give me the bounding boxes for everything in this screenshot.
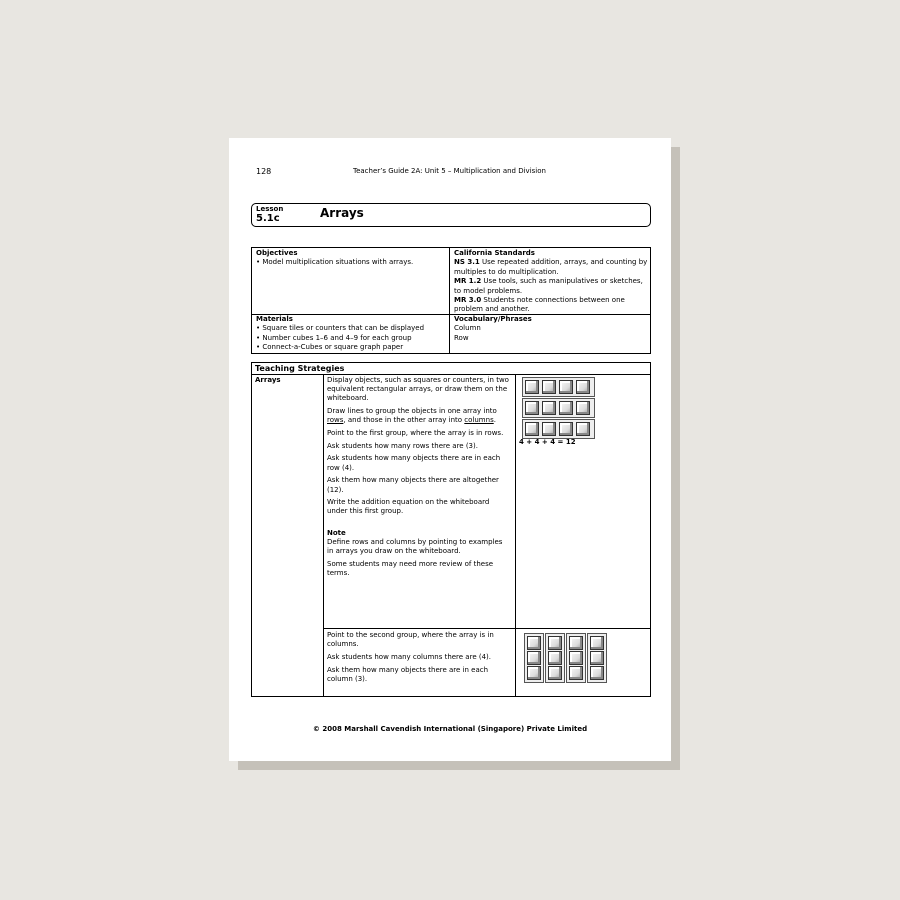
vocabulary-item: Row: [454, 333, 469, 342]
topic-label: Arrays: [255, 376, 281, 384]
step-text: Point to the second group, where the array is in columns.: [327, 631, 494, 649]
objectives-heading: Objectives: [256, 249, 298, 257]
standard-item: MR 3.0 Students note connections between one problem and another.: [454, 296, 625, 314]
guide-title: Teacher’s Guide 2A: Unit 5 – Multiplication and Division: [353, 167, 546, 175]
step-text: Ask students how many rows there are (3).: [327, 441, 478, 450]
overview-table: [251, 247, 651, 354]
step-text: Ask them how many objects there are in each column (3).: [327, 665, 489, 683]
objectives-cell: [256, 249, 446, 268]
copyright-footer: © 2008 Marshall Cavendish International (Singapore) Private Limited: [312, 725, 588, 733]
standard-item: MR 1.2 Use tools, such as manipulatives or sketches, to model problems.: [454, 277, 643, 295]
step-text: Draw lines to group the objects in one array into rows, and those in the other array into columns.: [327, 407, 497, 425]
lesson-label: Lesson: [256, 205, 284, 213]
standards-cell: [454, 249, 649, 315]
material-item: • Number cubes 1–6 and 4–9 for each group: [256, 333, 412, 342]
standards-heading: California Standards: [454, 249, 535, 257]
step-text: Ask students how many columns there are (4).: [327, 652, 491, 661]
material-item: • Connect-a-Cubes or square graph paper: [256, 343, 404, 352]
lesson-banner: [251, 203, 651, 227]
vocabulary-cell: [454, 315, 649, 343]
column-array-figure: [524, 633, 607, 683]
teaching-heading: Teaching Strategies: [255, 364, 345, 373]
page-number: 128: [256, 167, 272, 176]
lesson-number: 5.1c: [256, 213, 280, 224]
note-text: Define rows and columns by pointing to examples in arrays you draw on the whiteboard.: [327, 537, 503, 556]
note-text: Some students may need more review of these terms.: [327, 559, 494, 577]
vocabulary-heading: Vocabulary/Phrases: [454, 315, 532, 323]
material-item: • Square tiles or counters that can be displayed: [256, 324, 425, 333]
standard-item: NS 3.1 Use repeated addition, arrays, and counting by multiples to do multiplication.: [454, 258, 648, 276]
document-page: [229, 138, 671, 761]
row-array-figure: [522, 377, 595, 440]
step-text: Display objects, such as squares or counters, in two equivalent rectangular arrays, or draw them on the whiteboard.: [327, 376, 509, 403]
objective-item: • Model multiplication situations with arrays.: [256, 258, 414, 267]
steps-first-group: [327, 376, 511, 582]
steps-second-group: [327, 631, 511, 688]
lesson-title: Arrays: [320, 206, 364, 220]
materials-heading: Materials: [256, 315, 293, 323]
materials-cell: [256, 315, 448, 353]
step-text: Ask students how many objects there are in each row (4).: [327, 454, 501, 472]
addition-equation: 4 + 4 + 4 = 12: [519, 438, 576, 446]
step-text: Write the addition equation on the whiteboard under this first group.: [327, 498, 490, 516]
vocabulary-item: Column: [454, 324, 481, 333]
teaching-strategies-table: [251, 362, 651, 697]
step-text: Point to the first group, where the array is in rows.: [327, 429, 504, 438]
step-text: Ask them how many objects there are altogether (12).: [327, 476, 499, 494]
note-heading: Note: [327, 528, 346, 537]
